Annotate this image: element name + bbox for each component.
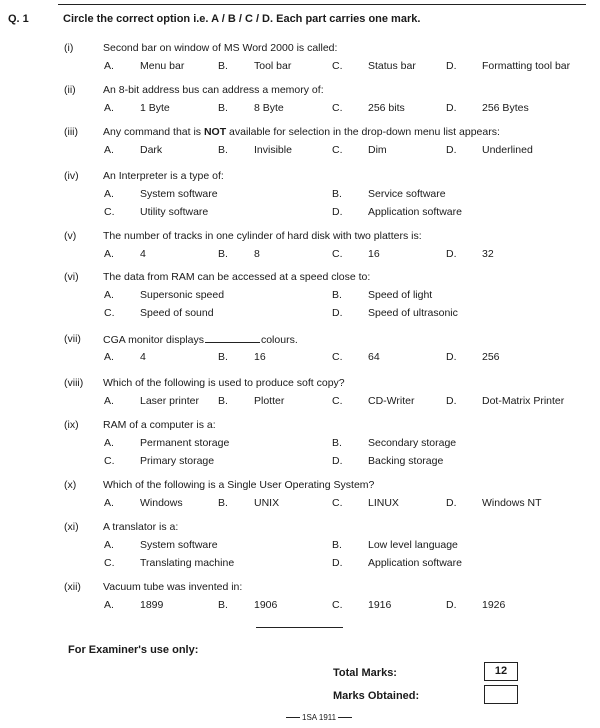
option-row bbox=[0, 307, 600, 321]
option-row bbox=[0, 351, 600, 365]
option-text: System software bbox=[140, 188, 218, 200]
option-text: Supersonic speed bbox=[140, 289, 225, 301]
option-text: 256 bits bbox=[368, 102, 405, 114]
option-letter: B. bbox=[218, 144, 228, 156]
option-letter: D. bbox=[446, 497, 457, 509]
option-letter: C. bbox=[332, 351, 343, 363]
option-letter: A. bbox=[104, 289, 114, 301]
question-part-number: (vii) bbox=[64, 333, 81, 345]
option-row bbox=[0, 144, 600, 158]
option-text: Menu bar bbox=[140, 60, 185, 72]
option-letter: D. bbox=[446, 60, 457, 72]
option-letter: B. bbox=[218, 351, 228, 363]
answer-line bbox=[256, 627, 343, 628]
question-stem-part: CGA monitor displays bbox=[103, 334, 204, 346]
option-text: Service software bbox=[368, 188, 446, 200]
option-row bbox=[0, 206, 600, 220]
option-row bbox=[0, 599, 600, 613]
option-letter: A. bbox=[104, 188, 114, 200]
option-row bbox=[0, 188, 600, 202]
option-row bbox=[0, 557, 600, 571]
option-text: Low level language bbox=[368, 539, 458, 551]
question-part-number: (i) bbox=[64, 42, 74, 54]
option-text: Translating machine bbox=[140, 557, 235, 569]
option-letter: D. bbox=[332, 557, 343, 569]
option-text: 16 bbox=[254, 351, 266, 363]
question-part-number: (vi) bbox=[64, 271, 79, 283]
option-letter: A. bbox=[104, 599, 114, 611]
question-part-number: (iii) bbox=[64, 126, 78, 138]
option-row bbox=[0, 455, 600, 469]
option-letter: A. bbox=[104, 60, 114, 72]
footer-code bbox=[284, 713, 354, 722]
option-letter: D. bbox=[446, 102, 457, 114]
option-letter: C. bbox=[104, 557, 115, 569]
option-letter: B. bbox=[332, 539, 342, 551]
option-letter: C. bbox=[104, 307, 115, 319]
option-text: Dim bbox=[368, 144, 387, 156]
option-text: 8 bbox=[254, 248, 260, 260]
option-text: Speed of ultrasonic bbox=[368, 307, 458, 319]
option-letter: A. bbox=[104, 497, 114, 509]
option-text: Formatting tool bar bbox=[482, 60, 571, 72]
option-text: 32 bbox=[482, 248, 494, 260]
option-text: 1926 bbox=[482, 599, 506, 611]
option-text: 4 bbox=[140, 248, 146, 260]
option-letter: D. bbox=[332, 307, 343, 319]
option-letter: A. bbox=[104, 395, 114, 407]
option-letter: B. bbox=[218, 248, 228, 260]
option-letter: B. bbox=[218, 497, 228, 509]
option-letter: C. bbox=[332, 395, 343, 407]
total-marks-label: Total Marks: bbox=[333, 667, 397, 679]
option-text: Status bar bbox=[368, 60, 416, 72]
option-text: Laser printer bbox=[140, 395, 199, 407]
option-text: Backing storage bbox=[368, 455, 444, 467]
option-letter: D. bbox=[446, 144, 457, 156]
option-text: Utility software bbox=[140, 206, 209, 218]
question-part-number: (v) bbox=[64, 230, 77, 242]
option-letter: B. bbox=[332, 437, 342, 449]
option-text: 256 bbox=[482, 351, 500, 363]
option-letter: C. bbox=[332, 497, 343, 509]
examiner-heading: For Examiner's use only: bbox=[68, 644, 199, 656]
option-row bbox=[0, 248, 600, 262]
option-row bbox=[0, 289, 600, 303]
option-text: 256 Bytes bbox=[482, 102, 529, 114]
option-letter: A. bbox=[104, 102, 114, 114]
option-letter: B. bbox=[332, 188, 342, 200]
option-letter: C. bbox=[104, 455, 115, 467]
option-text: Speed of sound bbox=[140, 307, 214, 319]
total-marks-box: 12 bbox=[484, 662, 518, 681]
option-letter: B. bbox=[218, 102, 228, 114]
question-instruction: Circle the correct option i.e. A / B / C / D. Each part carries one mark. bbox=[63, 13, 421, 25]
option-text: Permanent storage bbox=[140, 437, 230, 449]
option-row bbox=[0, 497, 600, 511]
option-letter: B. bbox=[218, 60, 228, 72]
option-text: 16 bbox=[368, 248, 380, 260]
question-stem-emphasis: NOT bbox=[203, 126, 227, 138]
option-letter: C. bbox=[332, 599, 343, 611]
question-stem: Which of the following is a Single User Operating System? bbox=[103, 479, 375, 491]
question-stem: The data from RAM can be accessed at a speed close to: bbox=[103, 271, 371, 283]
option-text: Tool bar bbox=[254, 60, 292, 72]
option-text: Dot-Matrix Printer bbox=[482, 395, 565, 407]
option-text: Primary storage bbox=[140, 455, 215, 467]
option-row bbox=[0, 539, 600, 553]
option-text: 1 Byte bbox=[140, 102, 170, 114]
option-letter: D. bbox=[446, 248, 457, 260]
question-stem: RAM of a computer is a: bbox=[103, 419, 216, 431]
option-letter: A. bbox=[104, 437, 114, 449]
option-text: LINUX bbox=[368, 497, 399, 509]
question-stem bbox=[103, 126, 500, 138]
option-text: Application software bbox=[368, 557, 462, 569]
option-text: Secondary storage bbox=[368, 437, 457, 449]
question-part-number: (viii) bbox=[64, 377, 84, 389]
option-letter: C. bbox=[332, 144, 343, 156]
question-number: Q. 1 bbox=[8, 13, 29, 25]
option-letter: B. bbox=[332, 289, 342, 301]
footer-code-text: 1SA 1911 bbox=[302, 713, 337, 722]
option-text: CD-Writer bbox=[368, 395, 415, 407]
option-text: Windows bbox=[140, 497, 183, 509]
option-text: UNIX bbox=[254, 497, 280, 509]
question-part-number: (x) bbox=[64, 479, 77, 491]
option-letter: C. bbox=[332, 102, 343, 114]
option-text: 64 bbox=[368, 351, 380, 363]
question-stem: An 8-bit address bus can address a memory of: bbox=[103, 84, 324, 96]
option-letter: C. bbox=[332, 60, 343, 72]
option-text: Plotter bbox=[254, 395, 285, 407]
option-text: 1906 bbox=[254, 599, 278, 611]
question-part-number: (ix) bbox=[64, 419, 79, 431]
question-stem: Second bar on window of MS Word 2000 is called: bbox=[103, 42, 338, 54]
option-text: Invisible bbox=[254, 144, 292, 156]
option-letter: D. bbox=[332, 455, 343, 467]
option-text: Application software bbox=[368, 206, 462, 218]
option-text: Windows NT bbox=[482, 497, 542, 509]
question-part-number: (iv) bbox=[64, 170, 79, 182]
option-letter: B. bbox=[218, 599, 228, 611]
option-text: Speed of light bbox=[368, 289, 433, 301]
question-stem-part: Any command that is bbox=[103, 126, 204, 138]
question-stem: Which of the following is used to produce soft copy? bbox=[103, 377, 345, 389]
question-stem: A translator is a: bbox=[103, 521, 179, 533]
option-row bbox=[0, 102, 600, 116]
option-row bbox=[0, 395, 600, 409]
option-letter: C. bbox=[104, 206, 115, 218]
marks-obtained-label: Marks Obtained: bbox=[333, 690, 420, 702]
option-text: 8 Byte bbox=[254, 102, 284, 114]
option-letter: D. bbox=[446, 599, 457, 611]
option-row bbox=[0, 60, 600, 74]
question-stem: Vacuum tube was invented in: bbox=[103, 581, 243, 593]
option-text: 1899 bbox=[140, 599, 164, 611]
option-text: 4 bbox=[140, 351, 146, 363]
question-part-number: (ii) bbox=[64, 84, 76, 96]
option-letter: D. bbox=[446, 351, 457, 363]
option-letter: A. bbox=[104, 144, 114, 156]
option-letter: C. bbox=[332, 248, 343, 260]
option-text: System software bbox=[140, 539, 218, 551]
fill-in-blank bbox=[205, 333, 260, 343]
option-letter: A. bbox=[104, 248, 114, 260]
marks-obtained-box[interactable] bbox=[484, 685, 518, 704]
option-text: 1916 bbox=[368, 599, 392, 611]
option-row bbox=[0, 437, 600, 451]
question-stem-part: available for selection in the drop-down menu list appears: bbox=[226, 126, 500, 138]
option-letter: A. bbox=[104, 539, 114, 551]
option-text: Dark bbox=[140, 144, 163, 156]
question-part-number: (xi) bbox=[64, 521, 79, 533]
question-stem: The number of tracks in one cylinder of hard disk with two platters is: bbox=[103, 230, 422, 242]
option-letter: D. bbox=[332, 206, 343, 218]
option-letter: A. bbox=[104, 351, 114, 363]
option-letter: B. bbox=[218, 395, 228, 407]
option-text: Underlined bbox=[482, 144, 533, 156]
question-stem bbox=[103, 333, 298, 346]
option-letter: D. bbox=[446, 395, 457, 407]
question-part-number: (xii) bbox=[64, 581, 81, 593]
top-rule bbox=[58, 4, 586, 5]
question-stem-part: colours. bbox=[260, 334, 298, 346]
question-stem: An Interpreter is a type of: bbox=[103, 170, 224, 182]
